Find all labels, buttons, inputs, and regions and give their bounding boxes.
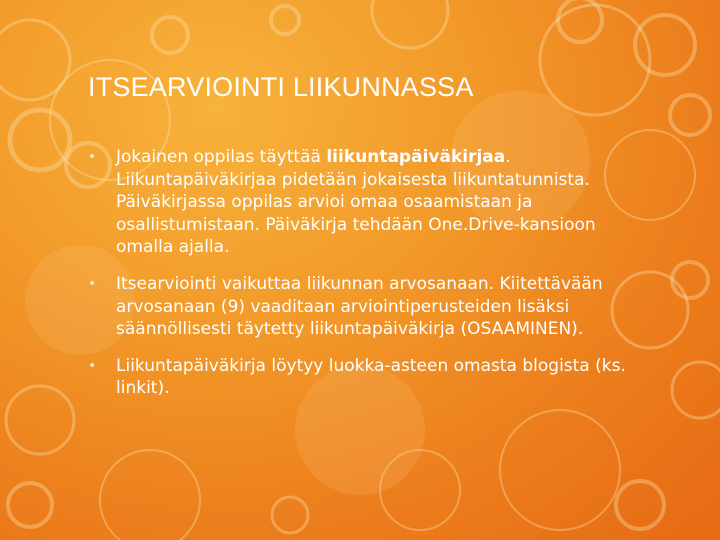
bullet-text-intro: Jokainen oppilas täyttää (116, 147, 327, 167)
bullet-item-grading (88, 273, 648, 341)
bullet-marker: • (88, 275, 97, 292)
bullet-item-blog (88, 355, 648, 400)
bullet-text: Itsearviointi vaikuttaa liikunnan arvosanaan. Kiitettävään arvosanaan (9) vaaditaan arviointiperusteiden lisäksi säännöllisesti täytetty liikuntapäiväkirja (OSAAMINEN). (116, 273, 603, 340)
bullet-list (88, 146, 648, 414)
bullet-item-diary (88, 146, 648, 259)
slide-title: ITSEARVIOINTI LIIKUNNASSA (88, 72, 474, 102)
bullet-bold-term: liikuntapäiväkirjaa (326, 147, 506, 167)
bullet-text-rest: . Liikuntapäiväkirjaa pidetään jokaisesta liikuntatunnista. Päiväkirjassa oppilas arvioi omaa osaamistaan ja osallistumistaan. Päiväkirja tehdään One.Drive-kansioon omalla ajalla. (116, 147, 596, 258)
bullet-marker: • (88, 357, 97, 374)
bullet-text: Liikuntapäiväkirja löytyy luokka-asteen omasta blogista (ks. linkit). (116, 355, 626, 399)
bullet-marker: • (88, 149, 97, 165)
